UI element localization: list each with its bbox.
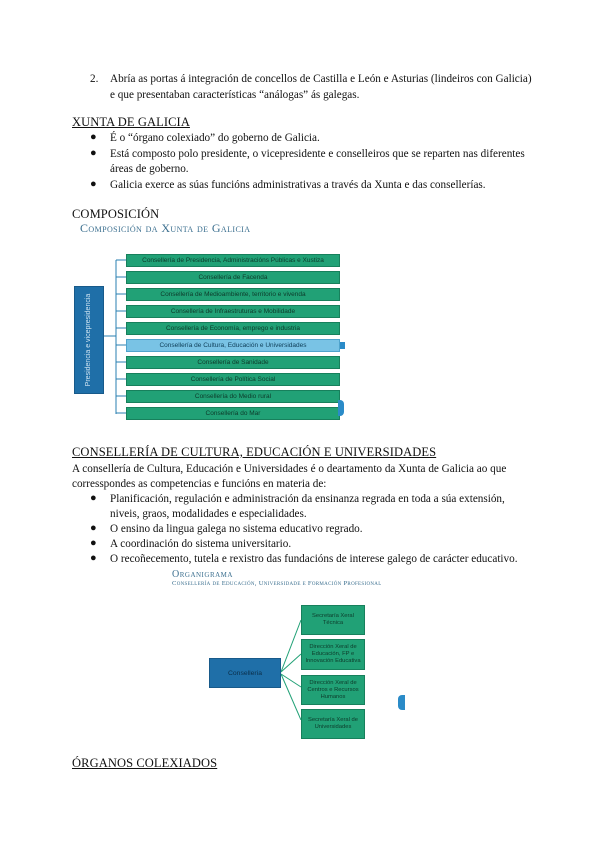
composicion-diagram-title: Composición da Xunta de Galicia <box>80 221 251 235</box>
composicion-item-economia: Consellería de Economía, emprego e industria <box>126 322 340 335</box>
bullet-icon: ● <box>90 537 97 549</box>
bullet-icon: ● <box>90 147 97 159</box>
organigrama-item-secretaria-tecnica: Secretaría Xeral Técnica <box>301 605 365 635</box>
composicion-marker <box>340 342 345 349</box>
intro-number: 2. <box>90 73 99 85</box>
composicion-item-cultura: Consellería de Cultura, Educación e Universidades <box>126 339 340 352</box>
cultura-bullet-4: O recoñecemento, tutela e rexistro das fundacións de interese galego de carácter educativo. <box>110 553 518 565</box>
organigrama-subtitle: Consellería de Educación, Universidade e Formación Profesional <box>172 580 382 587</box>
composicion-item-mar: Consellería do Mar <box>126 407 340 420</box>
composicion-item-facenda: Consellería de Facenda <box>126 271 340 284</box>
bullet-icon: ● <box>90 522 97 534</box>
organigrama-title: Organigrama <box>172 569 233 580</box>
bullet-icon: ● <box>90 131 97 143</box>
composicion-item-infraestruturas: Consellería de Infraestruturas e Mobilidade <box>126 305 340 318</box>
organigrama-diagram <box>205 600 415 720</box>
composicion-item-medioambiente: Consellería de Medioambiente, territorio e vivenda <box>126 288 340 301</box>
cultura-bullet-2: O ensino da lingua galega no sistema educativo regrado. <box>110 523 363 535</box>
bullet-icon: ● <box>90 552 97 564</box>
cultura-bullet-1-cont: niveis, graos, modalidades e especialidades. <box>110 508 307 520</box>
xunta-heading: XUNTA DE GALICIA <box>72 115 190 129</box>
cultura-paragraph-line-1: A consellería de Cultura, Educación e Universidades é o deartamento da Xunta de Galicia ao que <box>72 463 507 475</box>
organigrama-item-educacion-fp: Dirección Xeral de Educación, FP e Innovación Educativa <box>301 639 365 670</box>
composicion-root-box <box>74 286 104 394</box>
composicion-heading: COMPOSICIÓN <box>72 207 160 221</box>
cultura-heading: CONSELLERÍA DE CULTURA, EDUCACIÓN E UNIVERSIDADES <box>72 445 437 459</box>
organigrama-root-box <box>209 658 281 688</box>
intro-line-1: Abría as portas á integración de concellos de Castilla e León e Asturias (lindeiros con Galicia) <box>110 73 532 85</box>
composicion-tab-marker <box>338 400 344 416</box>
xunta-bullet-2: Está composto polo presidente, o vicepresidente e conselleiros que se reparten nas diferentes <box>110 148 525 160</box>
composicion-diagram <box>70 246 370 426</box>
organos-heading: ÓRGANOS COLEXIADOS <box>72 756 218 770</box>
organigrama-item-centros: Dirección Xeral de Centros e Recursos Humanos <box>301 675 365 705</box>
organigrama-item-universidades: Secretaría Xeral de Universidades <box>301 709 365 739</box>
xunta-bullet-2-cont: áreas de goberno. <box>110 163 189 175</box>
bullet-icon: ● <box>90 178 97 190</box>
intro-line-2: e que presentaban características “análogas” ás galegas. <box>110 89 360 101</box>
bullet-icon: ● <box>90 492 97 504</box>
cultura-paragraph-line-2: corresspondes as competencias e funcións en materia de: <box>72 478 327 490</box>
composicion-root-label: Presidencia e vicepresidencia <box>85 293 92 387</box>
composicion-item-presidencia: Consellería de Presidencia, Administracións Públicas e Xustiza <box>126 254 340 267</box>
xunta-bullet-3: Galicia exerce as súas funcións administrativas a través da Xunta e das consellerías. <box>110 179 486 191</box>
cultura-bullet-1: Planificación, regulación e administración da ensinanza regrada en toda a súa extensión, <box>110 493 505 505</box>
composicion-item-sanidade: Consellería de Sanidade <box>126 356 340 369</box>
organigrama-root-label: Conselleria <box>227 669 262 677</box>
organigrama-tab-marker <box>398 695 405 710</box>
cultura-bullet-3: A coordinación do sistema universitario. <box>110 538 292 550</box>
composicion-item-politica-social: Consellería de Política Social <box>126 373 340 386</box>
xunta-bullet-1: É o “órgano colexiado” do goberno de Galicia. <box>110 132 320 144</box>
composicion-item-medio-rural: Consellería do Medio rural <box>126 390 340 403</box>
